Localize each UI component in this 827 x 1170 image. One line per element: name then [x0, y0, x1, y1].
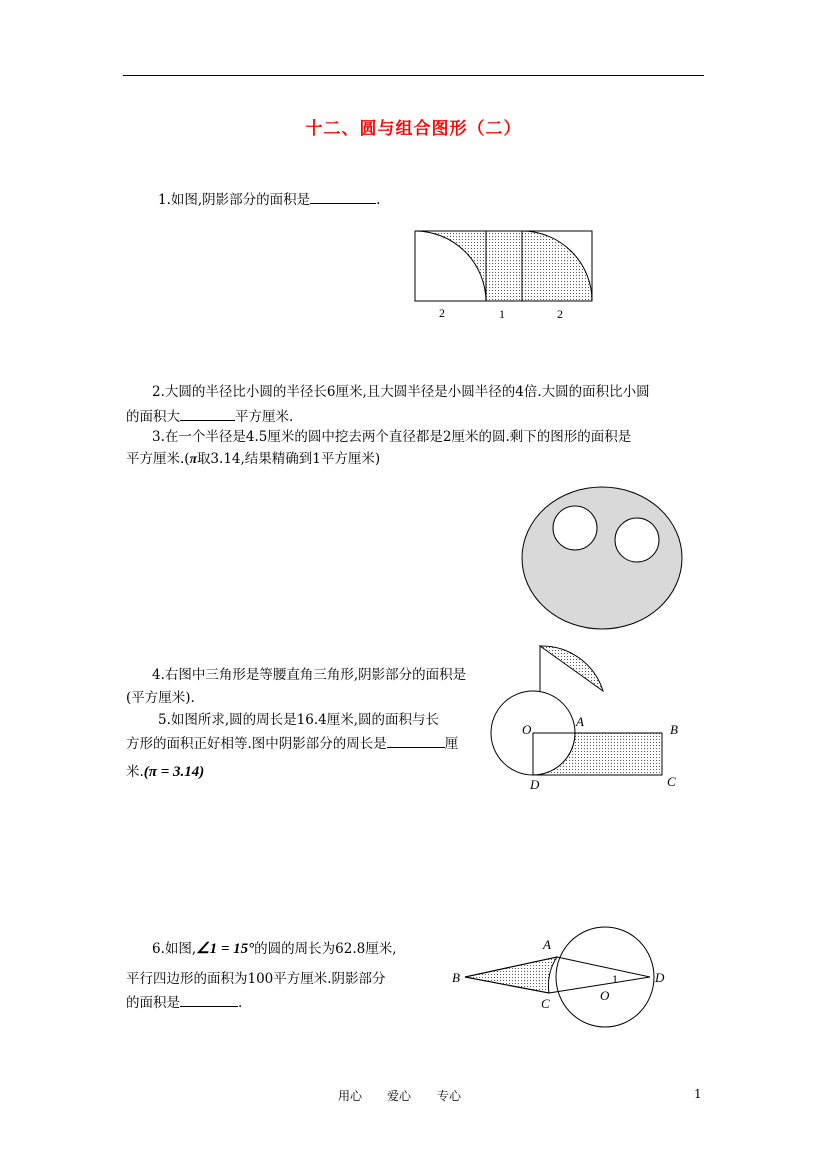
q6-label-a: A — [543, 937, 551, 952]
q6-line3-pre: 的面积是 — [126, 995, 180, 1011]
q1-answer-blank — [310, 189, 376, 204]
q5-label-c: C — [667, 774, 676, 789]
q6-label-c: C — [541, 996, 550, 1011]
q6-angle-formula: ∠1 = 15° — [196, 941, 255, 957]
q6-label-b: B — [452, 970, 460, 985]
q6-line1-post: 的圆的周长为62.8厘米, — [254, 941, 397, 957]
q5-label-o: O — [522, 722, 532, 737]
q5-line2-pre: 方形的面积正好相等.图中阴影部分的周长是 — [126, 736, 387, 752]
q5-line3 — [126, 763, 204, 781]
q4-line1: 4.右图中三角形是等腰直角三角形,阴影部分的面积是 — [152, 667, 467, 683]
footer-item-2: 爱心 — [387, 1089, 412, 1103]
q2-line1: 2.大圆的半径比小圆的半径长6厘米,且大圆半径是小圆半径的4倍.大圆的面积比小圆 — [152, 384, 650, 400]
q3-line2-pre: 平方厘米.( — [126, 451, 190, 467]
q6-label-angle-1: 1 — [612, 972, 618, 986]
q4-figure — [536, 643, 606, 695]
q1-tail: . — [376, 192, 381, 208]
q4-line2: (平方厘米). — [126, 690, 195, 706]
page-title: 十二、圆与组合图形（二） — [305, 119, 522, 139]
q6-line3 — [126, 992, 242, 1012]
q5-line2 — [126, 733, 458, 753]
q3-pi-symbol: π — [189, 451, 197, 466]
q1-dim-left: 2 — [439, 306, 445, 320]
q5-label-d: D — [530, 777, 540, 792]
q2-line2-post: 平方厘米. — [235, 409, 294, 425]
q2-answer-blank — [180, 406, 235, 421]
q5-line3-pre: 米. — [126, 764, 144, 780]
q6-answer-blank — [180, 992, 238, 1007]
q5-label-b: B — [670, 722, 678, 737]
q6-line1-pre: 6.如图, — [152, 941, 197, 957]
q1-text — [158, 189, 380, 209]
q1-question: 1.如图,阴影部分的面积是 — [158, 192, 311, 208]
q5-figure — [490, 690, 670, 780]
footer-item-3: 专心 — [437, 1089, 462, 1103]
q3-figure — [520, 486, 684, 632]
q6-line2: 平行四边形的面积为100平方厘米.阴影部分 — [126, 971, 386, 987]
q1-figure — [413, 229, 595, 303]
q6-label-d: D — [655, 970, 665, 985]
q5-line2-post: 厘 — [444, 736, 459, 752]
page-number: 1 — [694, 1087, 702, 1101]
q3-line2 — [126, 450, 380, 468]
q5-answer-blank — [387, 733, 445, 748]
q5-line1: 5.如图所求,圆的周长是16.4厘米,圆的面积与长 — [158, 712, 440, 728]
q2-line2-pre: 的面积大 — [126, 409, 180, 425]
header-rule — [123, 75, 704, 76]
q3-line1: 3.在一个半径是4.5厘米的圆中挖去两个直径都是2厘米的圆.剩下的图形的面积是 — [152, 429, 632, 445]
footer-item-1: 用心 — [338, 1089, 363, 1103]
q6-label-o: O — [600, 988, 610, 1003]
q6-figure — [460, 925, 660, 1030]
q1-dim-right: 2 — [557, 307, 563, 321]
q5-pi-formula: (π = 3.14) — [143, 764, 205, 780]
q2-line2 — [126, 406, 293, 426]
q1-dim-middle: 1 — [499, 307, 505, 321]
q3-line2-post: 取3.14,结果精确到1平方厘米) — [196, 451, 381, 467]
q6-line1 — [152, 940, 397, 958]
q5-label-a: A — [576, 714, 584, 729]
q6-line3-post: . — [238, 995, 243, 1011]
